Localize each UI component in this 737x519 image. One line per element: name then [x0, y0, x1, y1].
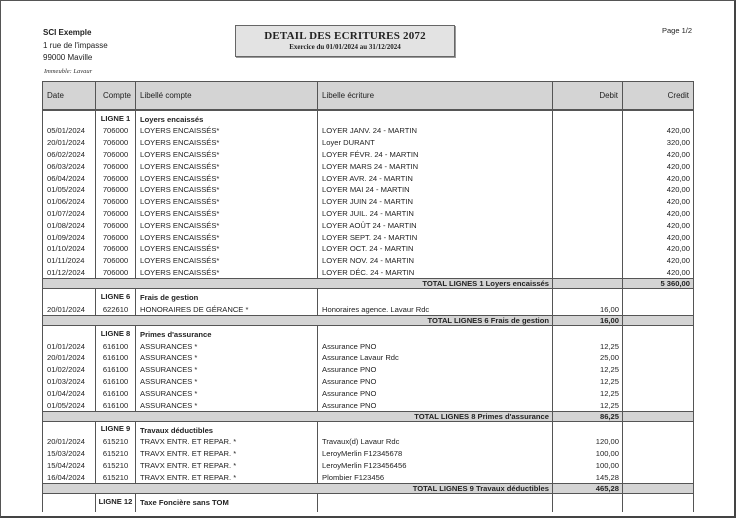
cell-libelle-compte: TRAVX ENTR. ET REPAR. * [136, 460, 318, 472]
section-title: Loyers encaissés [136, 110, 318, 125]
cell-libelle-compte: LOYERS ENCAISSÉS* [136, 172, 318, 184]
cell-compte: 706000 [96, 125, 136, 137]
empty-cell [318, 508, 553, 512]
cell-credit [623, 364, 694, 376]
total-debit: 465,28 [553, 484, 623, 494]
section-ligne-code: LIGNE 8 [96, 326, 136, 341]
section-date-empty [43, 326, 96, 341]
cell-libelle-ecriture: LOYER MAI 24 - MARTIN [318, 184, 553, 196]
cell-libelle-ecriture: LOYER JUIL. 24 - MARTIN [318, 208, 553, 220]
cell-credit [623, 436, 694, 448]
section-empty-cell [318, 494, 553, 509]
ledger-body [43, 110, 694, 512]
cell-credit: 420,00 [623, 184, 694, 196]
cell-libelle-compte: LOYERS ENCAISSÉS* [136, 149, 318, 161]
cell-credit [623, 448, 694, 460]
table-header-row [43, 82, 694, 111]
total-credit: 5 360,00 [623, 279, 694, 289]
table-row [43, 364, 694, 376]
cell-libelle-ecriture: LeroyMerlin F12345678 [318, 448, 553, 460]
cell-debit: 100,00 [553, 460, 623, 472]
col-header-libelle-compte: Libellé compte [136, 82, 318, 111]
empty-cell [96, 508, 136, 512]
table-row [43, 160, 694, 172]
cell-credit [623, 352, 694, 364]
col-header-debit: Debit [553, 82, 623, 111]
table-row [43, 196, 694, 208]
company-block [43, 27, 108, 65]
cell-libelle-compte: ASSURANCES * [136, 352, 318, 364]
page-number: Page 1/2 [662, 26, 693, 35]
cell-libelle-ecriture: Assurance PNO [318, 364, 553, 376]
company-name: SCI Exemple [43, 28, 92, 37]
col-header-credit: Credit [623, 82, 694, 111]
cell-debit [553, 184, 623, 196]
cell-date: 01/02/2024 [43, 364, 96, 376]
cell-libelle-compte: LOYERS ENCAISSÉS* [136, 137, 318, 149]
total-label: TOTAL LIGNES 8 Primes d'assurance [96, 411, 553, 421]
cell-compte: 706000 [96, 243, 136, 255]
table-row [43, 376, 694, 388]
cell-libelle-compte: LOYERS ENCAISSÉS* [136, 208, 318, 220]
cell-date: 01/08/2024 [43, 219, 96, 231]
total-label: TOTAL LIGNES 6 Frais de gestion [96, 316, 553, 326]
cell-libelle-ecriture: LOYER SEPT. 24 - MARTIN [318, 231, 553, 243]
cell-debit [553, 125, 623, 137]
section-empty-cell [623, 289, 694, 304]
table-row [43, 208, 694, 220]
table-row [43, 255, 694, 267]
cell-debit [553, 208, 623, 220]
table-row [43, 340, 694, 352]
table-row [43, 184, 694, 196]
cell-date: 06/04/2024 [43, 172, 96, 184]
table-row [43, 471, 694, 483]
ledger-table [42, 81, 694, 512]
table-row [43, 149, 694, 161]
section-empty-cell [623, 326, 694, 341]
cell-debit: 145,28 [553, 471, 623, 483]
cell-libelle-compte: ASSURANCES * [136, 364, 318, 376]
cell-date: 01/05/2024 [43, 184, 96, 196]
section-title: Primes d'assurance [136, 326, 318, 341]
cell-compte: 615210 [96, 436, 136, 448]
cell-debit: 120,00 [553, 436, 623, 448]
cell-debit: 12,25 [553, 387, 623, 399]
cell-compte: 706000 [96, 267, 136, 279]
total-blank [43, 484, 96, 494]
section-empty-cell [553, 110, 623, 125]
cell-compte: 616100 [96, 387, 136, 399]
company-address-line2: 99000 Maville [43, 53, 93, 62]
cell-compte: 706000 [96, 172, 136, 184]
cell-debit: 12,25 [553, 399, 623, 411]
section-empty-cell [318, 110, 553, 125]
cell-libelle-ecriture: LOYER MARS 24 - MARTIN [318, 160, 553, 172]
cell-date: 01/09/2024 [43, 231, 96, 243]
cell-libelle-ecriture: LeroyMerlin F123456456 [318, 460, 553, 472]
cell-libelle-ecriture: Loyer DURANT [318, 137, 553, 149]
total-label: TOTAL LIGNES 1 Loyers encaissés [96, 279, 553, 289]
total-blank [43, 279, 96, 289]
cell-credit: 420,00 [623, 255, 694, 267]
section-total-row [43, 316, 694, 326]
cell-libelle-compte: LOYERS ENCAISSÉS* [136, 196, 318, 208]
cell-credit [623, 376, 694, 388]
cell-date: 20/01/2024 [43, 436, 96, 448]
cell-debit: 25,00 [553, 352, 623, 364]
cell-libelle-compte: TRAVX ENTR. ET REPAR. * [136, 471, 318, 483]
section-empty-cell [553, 494, 623, 509]
cell-debit [553, 267, 623, 279]
cell-debit [553, 255, 623, 267]
cell-libelle-ecriture: LOYER FÉVR. 24 - MARTIN [318, 149, 553, 161]
cell-date: 16/04/2024 [43, 471, 96, 483]
table-row [43, 399, 694, 411]
total-credit [623, 484, 694, 494]
table-row [43, 448, 694, 460]
cell-libelle-ecriture: Assurance PNO [318, 387, 553, 399]
cell-compte: 616100 [96, 399, 136, 411]
cell-date: 01/03/2024 [43, 376, 96, 388]
cell-date: 01/05/2024 [43, 399, 96, 411]
cell-compte: 616100 [96, 352, 136, 364]
cell-date: 20/01/2024 [43, 352, 96, 364]
cell-date: 01/07/2024 [43, 208, 96, 220]
cell-libelle-compte: ASSURANCES * [136, 387, 318, 399]
cell-libelle-ecriture: LOYER OCT. 24 - MARTIN [318, 243, 553, 255]
cell-credit: 420,00 [623, 231, 694, 243]
cell-credit [623, 303, 694, 315]
cell-compte: 706000 [96, 255, 136, 267]
report-title: DETAIL DES ECRITURES 2072 [264, 30, 426, 42]
cell-compte: 706000 [96, 219, 136, 231]
total-credit [623, 316, 694, 326]
section-title: Taxe Foncière sans TOM [136, 494, 318, 509]
section-empty-cell [553, 326, 623, 341]
section-ligne-code: LIGNE 12 [96, 494, 136, 509]
cell-libelle-compte: LOYERS ENCAISSÉS* [136, 255, 318, 267]
cell-compte: 616100 [96, 340, 136, 352]
table-row [43, 231, 694, 243]
cell-libelle-compte: TRAVX ENTR. ET REPAR. * [136, 448, 318, 460]
cell-date: 01/10/2024 [43, 243, 96, 255]
total-blank [43, 316, 96, 326]
cell-date: 06/03/2024 [43, 160, 96, 172]
cell-credit: 420,00 [623, 219, 694, 231]
table-row [43, 243, 694, 255]
table-row [43, 387, 694, 399]
cell-libelle-compte: LOYERS ENCAISSÉS* [136, 184, 318, 196]
section-date-empty [43, 494, 96, 509]
cell-libelle-ecriture: Assurance Lavaur Rdc [318, 352, 553, 364]
col-header-compte: Compte [96, 82, 136, 111]
section-total-row [43, 484, 694, 494]
table-row [43, 352, 694, 364]
total-blank [43, 411, 96, 421]
table-row [43, 137, 694, 149]
empty-cell [43, 508, 96, 512]
table-row [43, 460, 694, 472]
cell-debit: 100,00 [553, 448, 623, 460]
cell-libelle-ecriture: LOYER JUIN 24 - MARTIN [318, 196, 553, 208]
cell-compte: 622610 [96, 303, 136, 315]
section-title: Travaux déductibles [136, 421, 318, 436]
cell-libelle-ecriture: Assurance PNO [318, 399, 553, 411]
cell-credit: 420,00 [623, 208, 694, 220]
section-total-row [43, 411, 694, 421]
cell-credit: 420,00 [623, 267, 694, 279]
building-label: Immeuble: Lavaur [44, 68, 93, 75]
cell-date: 15/04/2024 [43, 460, 96, 472]
table-row [43, 436, 694, 448]
cell-libelle-compte: TRAVX ENTR. ET REPAR. * [136, 436, 318, 448]
cell-date: 06/02/2024 [43, 149, 96, 161]
cell-compte: 706000 [96, 137, 136, 149]
table-row [43, 303, 694, 315]
section-empty-cell [318, 421, 553, 436]
cell-credit: 320,00 [623, 137, 694, 149]
cell-libelle-compte: ASSURANCES * [136, 376, 318, 388]
total-debit [553, 279, 623, 289]
cell-compte: 616100 [96, 364, 136, 376]
section-header-row [43, 326, 694, 341]
cell-credit: 420,00 [623, 196, 694, 208]
cell-compte: 616100 [96, 376, 136, 388]
cell-libelle-ecriture: LOYER AOÛT 24 - MARTIN [318, 219, 553, 231]
cell-debit: 12,25 [553, 376, 623, 388]
cell-debit [553, 137, 623, 149]
cell-date: 20/01/2024 [43, 303, 96, 315]
cell-compte: 706000 [96, 208, 136, 220]
total-debit: 16,00 [553, 316, 623, 326]
section-empty-cell [623, 494, 694, 509]
section-empty-cell [553, 421, 623, 436]
cell-compte: 615210 [96, 460, 136, 472]
empty-cell [136, 508, 318, 512]
cell-libelle-ecriture: Honoraires agence. Lavaur Rdc [318, 303, 553, 315]
empty-cell [553, 508, 623, 512]
cell-debit: 12,25 [553, 340, 623, 352]
cell-credit: 420,00 [623, 172, 694, 184]
cell-debit [553, 231, 623, 243]
section-empty-cell [623, 421, 694, 436]
cell-libelle-ecriture: Assurance PNO [318, 340, 553, 352]
report-title-box [235, 25, 455, 57]
report-period: Exercice du 01/01/2024 au 31/12/2024 [289, 43, 401, 51]
cell-libelle-compte: ASSURANCES * [136, 340, 318, 352]
section-continuation [43, 508, 694, 512]
cell-libelle-ecriture: Travaux(d) Lavaur Rdc [318, 436, 553, 448]
cell-compte: 615210 [96, 448, 136, 460]
cell-debit: 12,25 [553, 364, 623, 376]
cell-credit: 420,00 [623, 160, 694, 172]
col-header-date: Date [43, 82, 96, 111]
cell-libelle-ecriture: Assurance PNO [318, 376, 553, 388]
cell-compte: 706000 [96, 231, 136, 243]
section-ligne-code: LIGNE 6 [96, 289, 136, 304]
cell-credit: 420,00 [623, 149, 694, 161]
cell-debit [553, 149, 623, 161]
section-empty-cell [553, 289, 623, 304]
cell-libelle-ecriture: Plombier F123456 [318, 471, 553, 483]
section-header-row [43, 110, 694, 125]
cell-date: 01/01/2024 [43, 340, 96, 352]
table-row [43, 219, 694, 231]
empty-cell [623, 508, 694, 512]
cell-libelle-compte: LOYERS ENCAISSÉS* [136, 267, 318, 279]
cell-credit: 420,00 [623, 125, 694, 137]
cell-date: 01/11/2024 [43, 255, 96, 267]
cell-debit [553, 160, 623, 172]
section-date-empty [43, 421, 96, 436]
col-header-libelle-ecriture: Libelle écriture [318, 82, 553, 111]
cell-debit: 16,00 [553, 303, 623, 315]
section-empty-cell [318, 289, 553, 304]
cell-debit [553, 172, 623, 184]
cell-date: 05/01/2024 [43, 125, 96, 137]
section-header-row [43, 421, 694, 436]
total-label: TOTAL LIGNES 9 Travaux déductibles [96, 484, 553, 494]
section-header-row [43, 494, 694, 509]
table-row [43, 125, 694, 137]
cell-credit [623, 460, 694, 472]
section-title: Frais de gestion [136, 289, 318, 304]
company-address-line1: 1 rue de l'impasse [43, 40, 108, 50]
cell-libelle-ecriture: LOYER JANV. 24 - MARTIN [318, 125, 553, 137]
cell-libelle-compte: LOYERS ENCAISSÉS* [136, 243, 318, 255]
cell-date: 20/01/2024 [43, 137, 96, 149]
cell-compte: 706000 [96, 160, 136, 172]
table-row [43, 267, 694, 279]
cell-libelle-compte: LOYERS ENCAISSÉS* [136, 219, 318, 231]
cell-credit [623, 471, 694, 483]
cell-libelle-compte: LOYERS ENCAISSÉS* [136, 231, 318, 243]
section-empty-cell [318, 326, 553, 341]
cell-date: 01/06/2024 [43, 196, 96, 208]
cell-libelle-ecriture: LOYER NOV. 24 - MARTIN [318, 255, 553, 267]
total-debit: 86,25 [553, 411, 623, 421]
cell-debit [553, 196, 623, 208]
cell-libelle-compte: HONORAIRES DE GÉRANCE * [136, 303, 318, 315]
cell-date: 15/03/2024 [43, 448, 96, 460]
cell-compte: 706000 [96, 184, 136, 196]
section-ligne-code: LIGNE 1 [96, 110, 136, 125]
section-date-empty [43, 110, 96, 125]
cell-credit [623, 340, 694, 352]
cell-debit [553, 219, 623, 231]
section-empty-cell [623, 110, 694, 125]
cell-libelle-ecriture: LOYER DÉC. 24 - MARTIN [318, 267, 553, 279]
cell-credit [623, 399, 694, 411]
cell-libelle-compte: LOYERS ENCAISSÉS* [136, 125, 318, 137]
cell-credit: 420,00 [623, 243, 694, 255]
total-credit [623, 411, 694, 421]
cell-libelle-compte: LOYERS ENCAISSÉS* [136, 160, 318, 172]
cell-compte: 706000 [96, 149, 136, 161]
cell-compte: 615210 [96, 471, 136, 483]
cell-debit [553, 243, 623, 255]
cell-libelle-compte: ASSURANCES * [136, 399, 318, 411]
cell-date: 01/04/2024 [43, 387, 96, 399]
cell-libelle-ecriture: LOYER AVR. 24 - MARTIN [318, 172, 553, 184]
section-header-row [43, 289, 694, 304]
cell-credit [623, 387, 694, 399]
section-total-row [43, 279, 694, 289]
section-date-empty [43, 289, 96, 304]
section-ligne-code: LIGNE 9 [96, 421, 136, 436]
cell-compte: 706000 [96, 196, 136, 208]
table-row [43, 172, 694, 184]
cell-date: 01/12/2024 [43, 267, 96, 279]
